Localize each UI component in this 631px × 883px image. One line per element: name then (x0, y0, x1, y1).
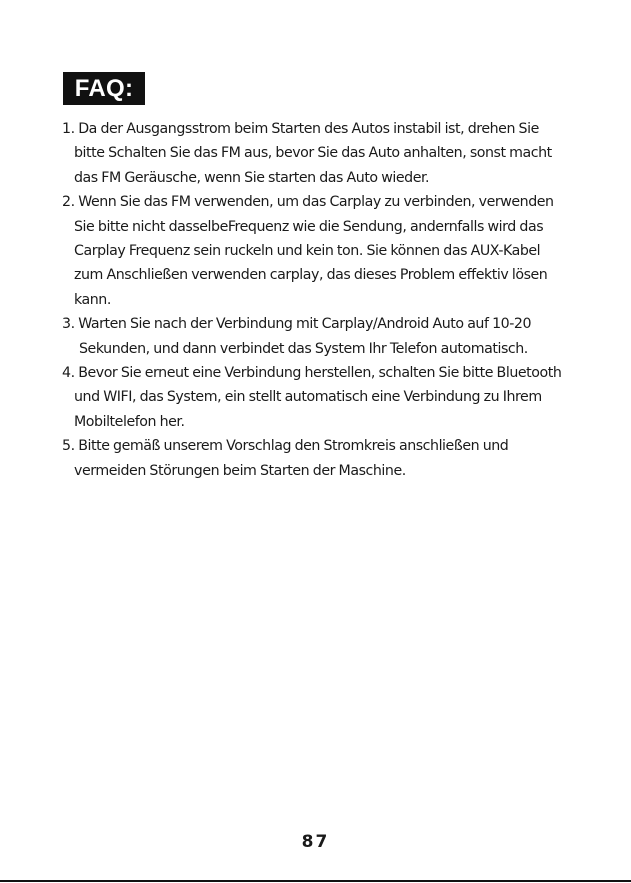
faq-item-4-line-3: Mobiltelefon her. (74, 413, 185, 430)
faq-item-3-line-1: 3. Warten Sie nach der Verbindung mit Carplay/Android Auto auf 10-20 (62, 316, 532, 333)
faq-item-5-line-2: vermeiden Störungen beim Starten der Maschine. (74, 462, 406, 479)
faq-item-1-line-2: bitte Schalten Sie das FM aus, bevor Sie das Auto anhalten, sonst macht (74, 145, 552, 162)
faq-item-2 (62, 190, 582, 312)
faq-item-2-line-5: kann. (74, 291, 111, 308)
faq-item-1-line-1: 1. Da der Ausgangsstrom beim Starten des Autos instabil ist, drehen Sie (62, 121, 539, 137)
page-number: 87 (301, 832, 330, 852)
faq-list (62, 117, 582, 483)
faq-item-3 (62, 312, 582, 361)
faq-item-2-line-2: Sie bitte nicht dasselbeFrequenz wie die Sendung, andernfalls wird das (74, 218, 544, 235)
bottom-rule (0, 880, 631, 882)
faq-item-1-line-3: das FM Geräusche, wenn Sie starten das Auto wieder. (74, 169, 430, 186)
faq-item-2-line-4: zum Anschließen verwenden carplay, das dieses Problem effektiv lösen (74, 267, 548, 284)
faq-item-2-line-1: 2. Wenn Sie das FM verwenden, um das Carplay zu verbinden, verwenden (62, 194, 554, 211)
faq-item-4 (62, 361, 582, 434)
faq-item-5-line-1: 5. Bitte gemäß unserem Vorschlag den Stromkreis anschließen und (62, 438, 509, 455)
faq-item-3-line-2: Sekunden, und dann verbindet das System Ihr Telefon automatisch. (79, 340, 528, 357)
faq-item-5 (62, 434, 582, 483)
faq-item-4-line-2: und WIFI, das System, ein stellt automatisch eine Verbindung zu Ihrem (74, 389, 542, 406)
faq-item-4-line-1: 4. Bevor Sie erneut eine Verbindung herstellen, schalten Sie bitte Bluetooth (62, 365, 562, 382)
faq-item-1 (62, 117, 582, 190)
faq-heading: FAQ: (63, 72, 145, 105)
faq-item-2-line-3: Carplay Frequenz sein ruckeln und kein ton. Sie können das AUX-Kabel (74, 243, 541, 260)
